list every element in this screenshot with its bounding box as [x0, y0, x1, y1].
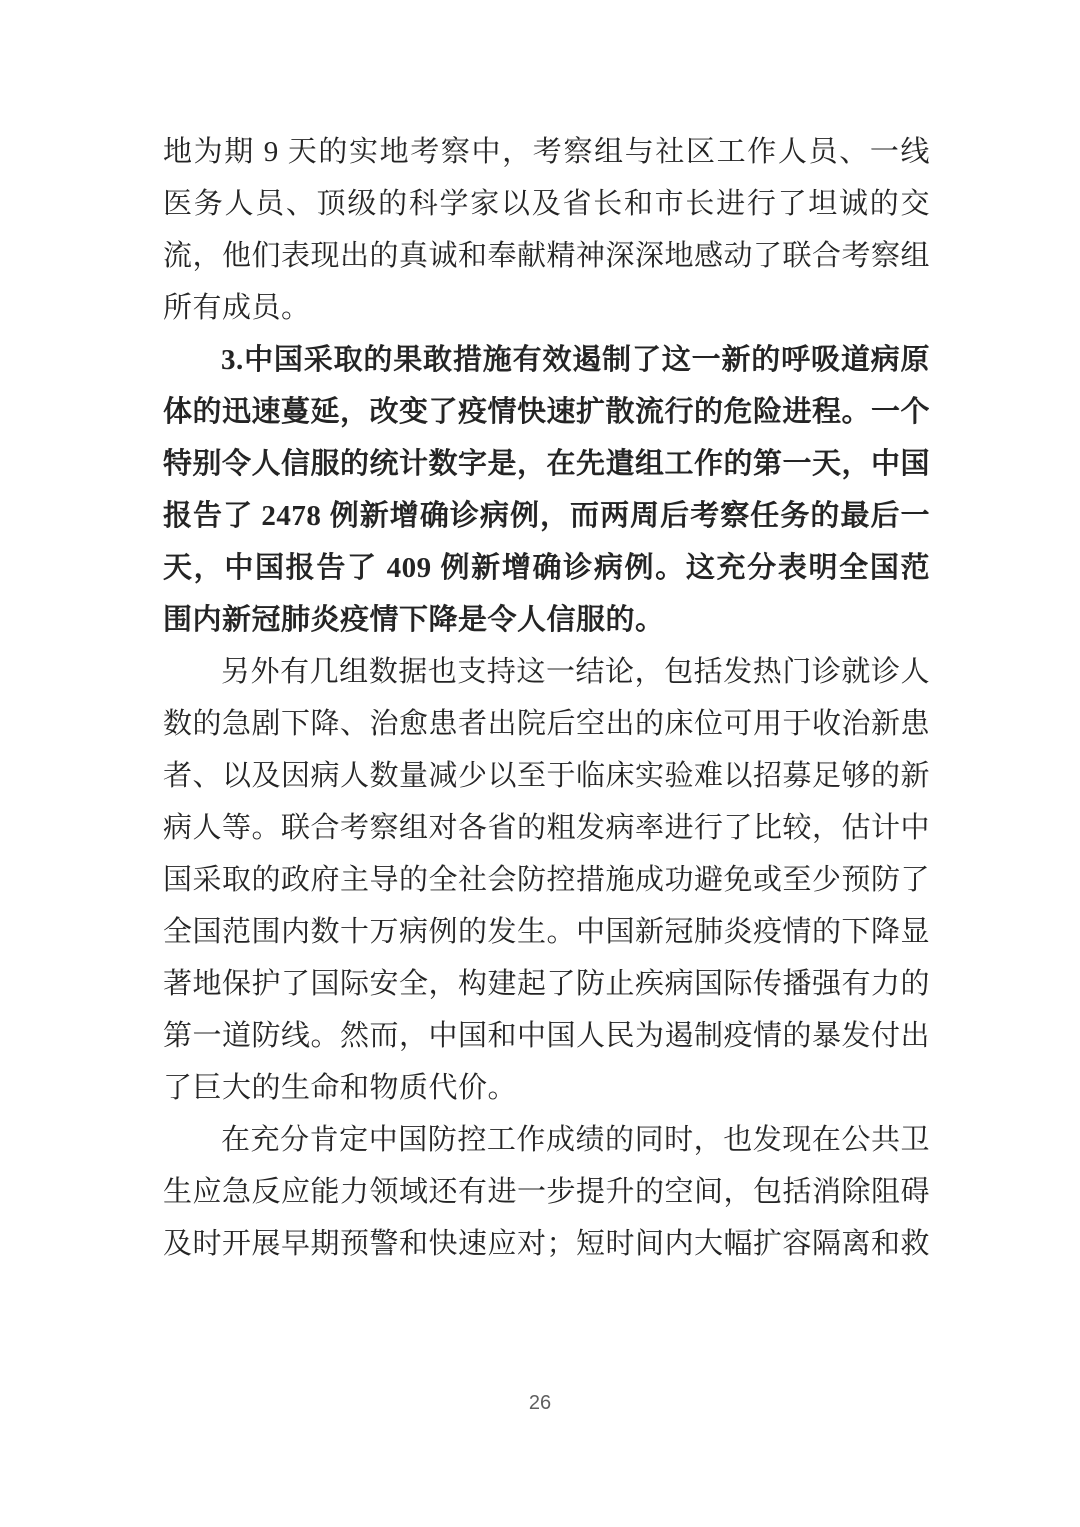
body-paragraph-continuation: 地为期 9 天的实地考察中，考察组与社区工作人员、一线医务人员、顶级的科学家以及省长和市长进行了坦诚的交流，他们表现出的真诚和奉献精神深深地感动了联合考察组所有成员。 — [163, 136, 931, 324]
body-paragraph-public-health-gaps: 在充分肯定中国防控工作成绩的同时，也发现在公共卫生应急反应能力领域还有进一步提升的空间，包括消除阻碍及时开展早期预警和快速应对；短时间内大幅扩容隔离和救 — [163, 1124, 931, 1260]
page-body-text — [163, 126, 930, 1270]
body-paragraph-numbered-point-3: 3.中国采取的果敢措施有效遏制了这一新的呼吸道病原体的迅速蔓延，改变了疫情快速扩散流行的危险进程。一个特别令人信服的统计数字是，在先遣组工作的第一天，中国报告了 2478 例新增确诊病例，而两周后考察任务的最后一天，中国报告了 409 例新增确诊病例。这充分表明全国范围内新冠肺炎疫情下降是令人信服的。 — [163, 344, 931, 636]
body-paragraph-supporting-data: 另外有几组数据也支持这一结论，包括发热门诊就诊人数的急剧下降、治愈患者出院后空出的床位可用于收治新患者、以及因病人数量减少以至于临床实验难以招募足够的新病人等。联合考察组对各省的粗发病率进行了比较，估计中国采取的政府主导的全社会防控措施成功避免或至少预防了全国范围内数十万病例的发生。中国新冠肺炎疫情的下降显著地保护了国际安全，构建起了防止疾病国际传播强有力的第一道防线。然而，中国和中国人民为遏制疫情的暴发付出了巨大的生命和物质代价。 — [163, 656, 931, 1104]
page-number: 26 — [528, 1392, 552, 1414]
